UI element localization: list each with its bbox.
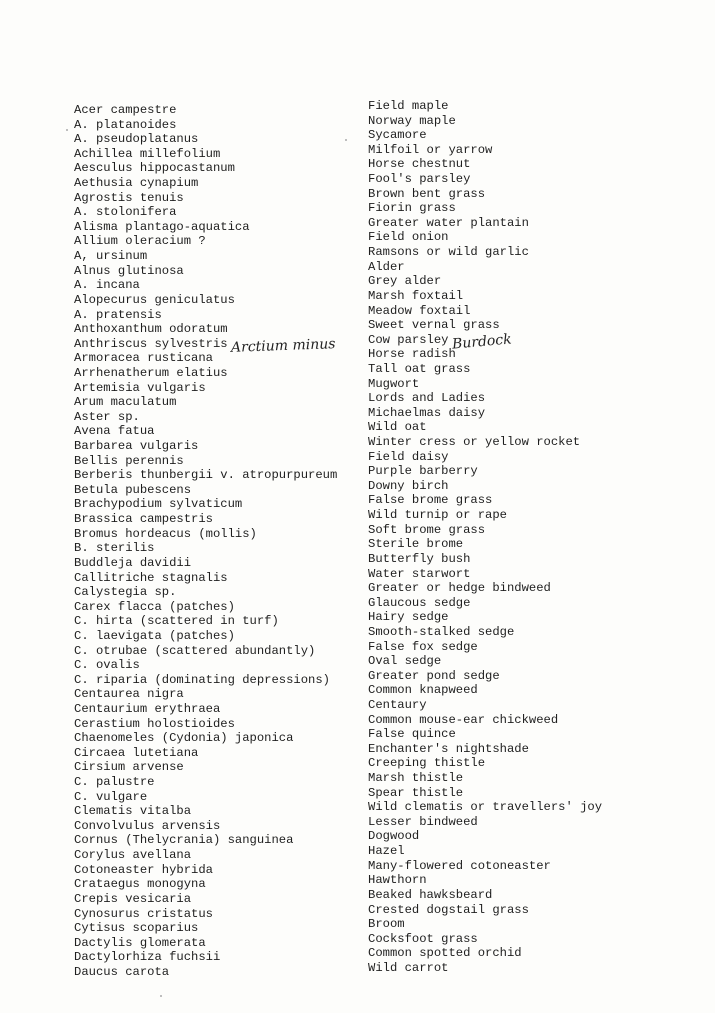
latin-name-entry: Dactylorhiza fuchsii: [74, 950, 221, 965]
common-name-entry: Milfoil or yarrow: [368, 142, 493, 157]
latin-name-entry: Brassica campestris: [74, 512, 213, 527]
latin-name-entry: A. stolonifera: [74, 205, 177, 220]
handwritten-annotation-latin: Arctium minus: [230, 336, 336, 356]
latin-name-entry: Bromus hordeacus (mollis): [74, 526, 257, 541]
common-name-entry: False brome grass: [368, 493, 493, 508]
common-name-entry: Broom: [368, 917, 405, 932]
latin-name-entry: Alisma plantago-aquatica: [74, 219, 250, 234]
common-name-entry: Horse chestnut: [368, 157, 471, 172]
latin-name-entry: Armoracea rusticana: [74, 351, 213, 366]
latin-name-entry: Brachypodium sylvaticum: [74, 497, 243, 512]
scan-speck: [160, 995, 162, 997]
common-name-entry: Sterile brome: [368, 537, 464, 552]
latin-name-entry: Aesculus hippocastanum: [74, 161, 235, 176]
common-name-entry: Field onion: [368, 230, 449, 245]
common-name-entry: Downy birch: [368, 478, 449, 493]
common-name-entry: Smooth-stalked sedge: [368, 624, 515, 639]
latin-name-entry: Clematis vitalba: [74, 804, 192, 819]
latin-name-entry: Cynosurus cristatus: [74, 906, 213, 921]
latin-name-entry: Allium oleracium ?: [74, 234, 206, 249]
latin-name-entry: Anthoxanthum odoratum: [74, 322, 228, 337]
common-name-entry: Dogwood: [368, 829, 420, 844]
common-names-column: [368, 99, 602, 976]
latin-name-entry: Circaea lutetiana: [74, 745, 199, 760]
latin-name-entry: Buddleja davidii: [74, 555, 192, 570]
common-name-entry: Purple barberry: [368, 464, 478, 479]
latin-name-entry: Centaurium erythraea: [74, 701, 221, 716]
latin-name-entry: Cirsium arvense: [74, 760, 184, 775]
common-name-entry: Ramsons or wild garlic: [368, 245, 529, 260]
common-name-entry: Common mouse-ear chickweed: [368, 712, 559, 727]
common-name-entry: Norway maple: [368, 113, 456, 128]
latin-name-entry: Callitriche stagnalis: [74, 570, 228, 585]
latin-name-entry: Achillea millefolium: [74, 146, 221, 161]
latin-name-entry: C. ovalis: [74, 658, 140, 673]
common-name-entry: Many-flowered cotoneaster: [368, 858, 551, 873]
common-name-entry: Enchanter's nightshade: [368, 741, 529, 756]
common-name-entry: Wild clematis or travellers' joy: [368, 800, 603, 815]
common-name-entry: Common knapweed: [368, 683, 478, 698]
latin-name-entry: Cotoneaster hybrida: [74, 862, 213, 877]
latin-name-entry: Anthriscus sylvestris: [74, 336, 228, 351]
latin-name-entry: Alnus glutinosa: [74, 263, 184, 278]
latin-name-entry: Chaenomeles (Cydonia) japonica: [74, 731, 294, 746]
latin-name-entry: B. sterilis: [74, 541, 155, 556]
latin-name-entry: A. pratensis: [74, 307, 162, 322]
latin-name-entry: A. incana: [74, 278, 140, 293]
latin-name-entry: Acer campestre: [74, 103, 177, 117]
common-name-entry: Horse radish: [368, 347, 456, 362]
latin-name-entry: Daucus carota: [74, 964, 170, 979]
common-name-entry: Crested dogstail grass: [368, 902, 529, 917]
common-name-entry: Glaucous sedge: [368, 595, 471, 610]
common-name-entry: Hazel: [368, 844, 405, 859]
common-name-entry: Alder: [368, 259, 405, 274]
common-name-entry: Tall oat grass: [368, 361, 471, 376]
common-name-entry: Field maple: [368, 99, 449, 113]
common-name-entry: Butterfly bush: [368, 551, 471, 566]
handwritten-annotation-common: Burdock: [451, 331, 513, 353]
common-name-entry: Centaury: [368, 697, 427, 712]
latin-name-entry: C. vulgare: [74, 789, 148, 804]
common-name-entry: Creeping thistle: [368, 756, 486, 771]
common-name-entry: Soft brome grass: [368, 522, 486, 537]
latin-name-entry: Aethusia cynapium: [74, 176, 199, 191]
latin-name-entry: Arum maculatum: [74, 395, 177, 410]
common-name-entry: Winter cress or yellow rocket: [368, 435, 581, 450]
common-name-entry: Marsh thistle: [368, 771, 464, 786]
latin-name-entry: Aster sp.: [74, 409, 140, 424]
common-name-entry: Michaelmas daisy: [368, 405, 486, 420]
latin-name-entry: Alopecurus geniculatus: [74, 292, 235, 307]
latin-name-entry: Cytisus scoparius: [74, 921, 199, 936]
latin-name-entry: Barbarea vulgaris: [74, 439, 199, 454]
common-name-entry: Fiorin grass: [368, 201, 456, 216]
latin-name-entry: Corylus avellana: [74, 848, 192, 863]
latin-name-entry: Crepis vesicaria: [74, 891, 192, 906]
common-name-entry: Common spotted orchid: [368, 946, 522, 961]
latin-name-entry: C. palustre: [74, 775, 155, 790]
common-name-entry: Field daisy: [368, 449, 449, 464]
common-name-entry: Wild turnip or rape: [368, 508, 507, 523]
common-name-entry: Lesser bindweed: [368, 814, 478, 829]
common-name-entry: Greater pond sedge: [368, 668, 500, 683]
common-name-entry: Beaked hawksbeard: [368, 887, 493, 902]
scan-speck: [345, 139, 347, 141]
common-name-entry: Cocksfoot grass: [368, 931, 478, 946]
common-name-entry: Spear thistle: [368, 785, 464, 800]
latin-name-entry: A. pseudoplatanus: [74, 132, 199, 147]
latin-name-entry: Calystegia sp.: [74, 585, 177, 600]
common-name-entry: Oval sedge: [368, 654, 442, 669]
latin-name-entry: Carex flacca (patches): [74, 599, 235, 614]
common-name-entry: False quince: [368, 727, 456, 742]
common-name-entry: Greater or hedge bindweed: [368, 581, 551, 596]
latin-name-entry: Agrostis tenuis: [74, 190, 184, 205]
latin-name-entry: Berberis thunbergii v. atropurpureum: [74, 468, 338, 483]
latin-name-entry: Betula pubescens: [74, 482, 192, 497]
latin-name-entry: C. hirta (scattered in turf): [74, 614, 279, 629]
latin-name-entry: Arrhenatherum elatius: [74, 365, 228, 380]
latin-name-entry: A. platanoides: [74, 117, 177, 132]
common-name-entry: False fox sedge: [368, 639, 478, 654]
common-name-entry: Hawthorn: [368, 873, 427, 888]
latin-name-entry: A, ursinum: [74, 249, 148, 264]
latin-name-entry: C. riparia (dominating depressions): [74, 672, 330, 687]
latin-name-entry: Crataegus monogyna: [74, 877, 206, 892]
common-name-entry: Cow parsley: [368, 332, 449, 347]
latin-name-entry: Bellis perennis: [74, 453, 184, 468]
common-name-entry: Greater water plantain: [368, 215, 529, 230]
common-name-entry: Wild oat: [368, 420, 427, 435]
latin-name-entry: Centaurea nigra: [74, 687, 184, 702]
latin-names-column: [74, 103, 337, 980]
latin-name-entry: Cornus (Thelycrania) sanguinea: [74, 833, 294, 848]
common-name-entry: Fool's parsley: [368, 172, 471, 187]
common-name-entry: Sycamore: [368, 128, 427, 143]
latin-name-entry: Artemisia vulgaris: [74, 380, 206, 395]
latin-name-entry: Dactylis glomerata: [74, 935, 206, 950]
common-name-entry: Wild carrot: [368, 960, 449, 975]
latin-name-entry: Convolvulus arvensis: [74, 818, 221, 833]
latin-name-entry: Cerastium holostioides: [74, 716, 235, 731]
common-name-entry: Lords and Ladies: [368, 391, 486, 406]
common-name-entry: Brown bent grass: [368, 186, 486, 201]
latin-name-entry: C. otrubae (scattered abundantly): [74, 643, 316, 658]
scan-speck: [66, 129, 68, 131]
common-name-entry: Grey alder: [368, 274, 442, 289]
common-name-entry: Mugwort: [368, 376, 420, 391]
common-name-entry: Hairy sedge: [368, 610, 449, 625]
common-name-entry: Water starwort: [368, 566, 471, 581]
common-name-entry: Marsh foxtail: [368, 288, 464, 303]
latin-name-entry: C. laevigata (patches): [74, 628, 235, 643]
latin-name-entry: Avena fatua: [74, 424, 155, 439]
common-name-entry: Sweet vernal grass: [368, 318, 500, 333]
common-name-entry: Meadow foxtail: [368, 303, 471, 318]
